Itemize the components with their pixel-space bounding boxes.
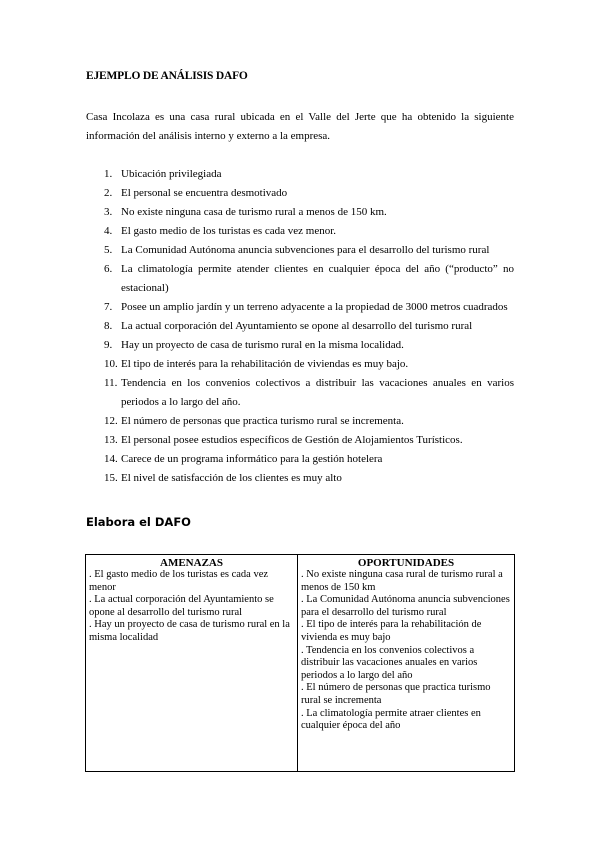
list-item-number: 11. [104,377,118,389]
list-item-number: 6. [104,263,113,275]
intro-paragraph: Casa Incolaza es una casa rural ubicada en el Valle del Jerte que ha obtenido la siguiente información del análisis interno y externo a la empresa. [86,111,514,142]
list-item [86,355,514,374]
amenaza-entry: . Hay un proyecto de casa de turismo rural en la misma localidad [89,619,290,643]
list-item [86,374,514,412]
oportunidad-entry: . El tipo de interés para la rehabilitación de vivienda es muy bajo [301,619,482,643]
list-item-text: La actual corporación del Ayuntamiento se opone al desarrollo del turismo rural [121,320,473,332]
list-item-number: 9. [104,339,113,351]
list-item-number: 10. [104,358,118,370]
list-item-text: El tipo de interés para la rehabilitación de viviendas es muy bajo. [121,358,409,370]
list-item [86,165,514,184]
list-item [86,184,514,203]
list-item-text: La Comunidad Autónoma anuncia subvenciones para el desarrollo del turismo rural [121,244,490,256]
list-item-text: Ubicación privilegiada [121,168,222,180]
list-item [86,260,514,298]
list-item [86,412,514,431]
amenaza-entry: . El gasto medio de los turistas es cada vez menor [89,569,269,593]
list-item-text: El nivel de satisfacción de los clientes es muy alto [121,472,342,484]
oportunidad-entry: . El número de personas que practica turismo rural se incrementa [301,682,491,706]
list-item-text: Tendencia en los convenios colectivos a distribuir las vacaciones anuales en varios periodos a lo largo del año. [121,377,514,408]
list-item-text: No existe ninguna casa de turismo rural a menos de 150 km. [121,206,387,218]
list-item-number: 7. [104,301,113,313]
list-item [86,241,514,260]
list-item-number: 15. [104,472,118,484]
dafo-table [85,554,515,772]
list-item-number: 12. [104,415,118,427]
list-item-number: 13. [104,434,118,446]
document-title: EJEMPLO DE ANÁLISIS DAFO [86,70,248,82]
list-item [86,336,514,355]
list-item-text: El número de personas que practica turismo rural se incrementa. [121,415,404,427]
amenaza-entry: . La actual corporación del Ayuntamiento se opone al desarrollo del turismo rural [89,594,274,618]
list-item-text: El personal se encuentra desmotivado [121,187,288,199]
oportunidad-entry: . La Comunidad Autónoma anuncia subvenciones para el desarrollo del turismo rural [301,594,510,618]
list-item-number: 8. [104,320,113,332]
amenazas-column [86,555,298,771]
list-item [86,431,514,450]
oportunidad-entry: . Tendencia en los convenios colectivos a distribuir las vacaciones anuales en varios periodos a lo largo del año [301,644,478,681]
list-item [86,222,514,241]
list-item-number: 5. [104,244,113,256]
oportunidad-entry: . La climatología permite atraer clientes en cualquier época del año [301,707,481,732]
list-item-number: 3. [104,206,113,218]
list-item-text: Hay un proyecto de casa de turismo rural en la misma localidad. [121,339,404,351]
list-item [86,298,514,317]
amenazas-header: AMENAZAS [160,557,223,569]
list-item-text: Carece de un programa informático para la gestión hotelera [121,453,383,465]
list-item-text: El personal posee estudios específicos de Gestión de Alojamientos Turísticos. [121,434,463,446]
list-item-text: La climatología permite atender clientes en cualquier época del año (“producto” no estacional) [121,263,514,294]
list-item [86,203,514,222]
list-item-text: Posee un amplio jardín y un terreno adyacente a la propiedad de 3000 metros cuadrados [121,301,508,313]
list-item-number: 14. [104,453,118,465]
oportunidades-header: OPORTUNIDADES [357,557,455,569]
list-item [86,450,514,469]
list-item-number: 2. [104,187,113,199]
list-item [86,317,514,336]
oportunidades-column [298,555,514,771]
oportunidad-entry: . No existe ninguna casa rural de turismo rural a menos de 150 km [301,569,503,593]
list-item-text: El gasto medio de los turistas es cada vez menor. [121,225,337,237]
list-item-number: 4. [104,225,113,237]
list-item [86,469,514,488]
list-item-number: 1. [104,168,113,180]
section-heading: Elabora el DAFO [86,515,191,529]
analysis-items-list [86,165,514,488]
